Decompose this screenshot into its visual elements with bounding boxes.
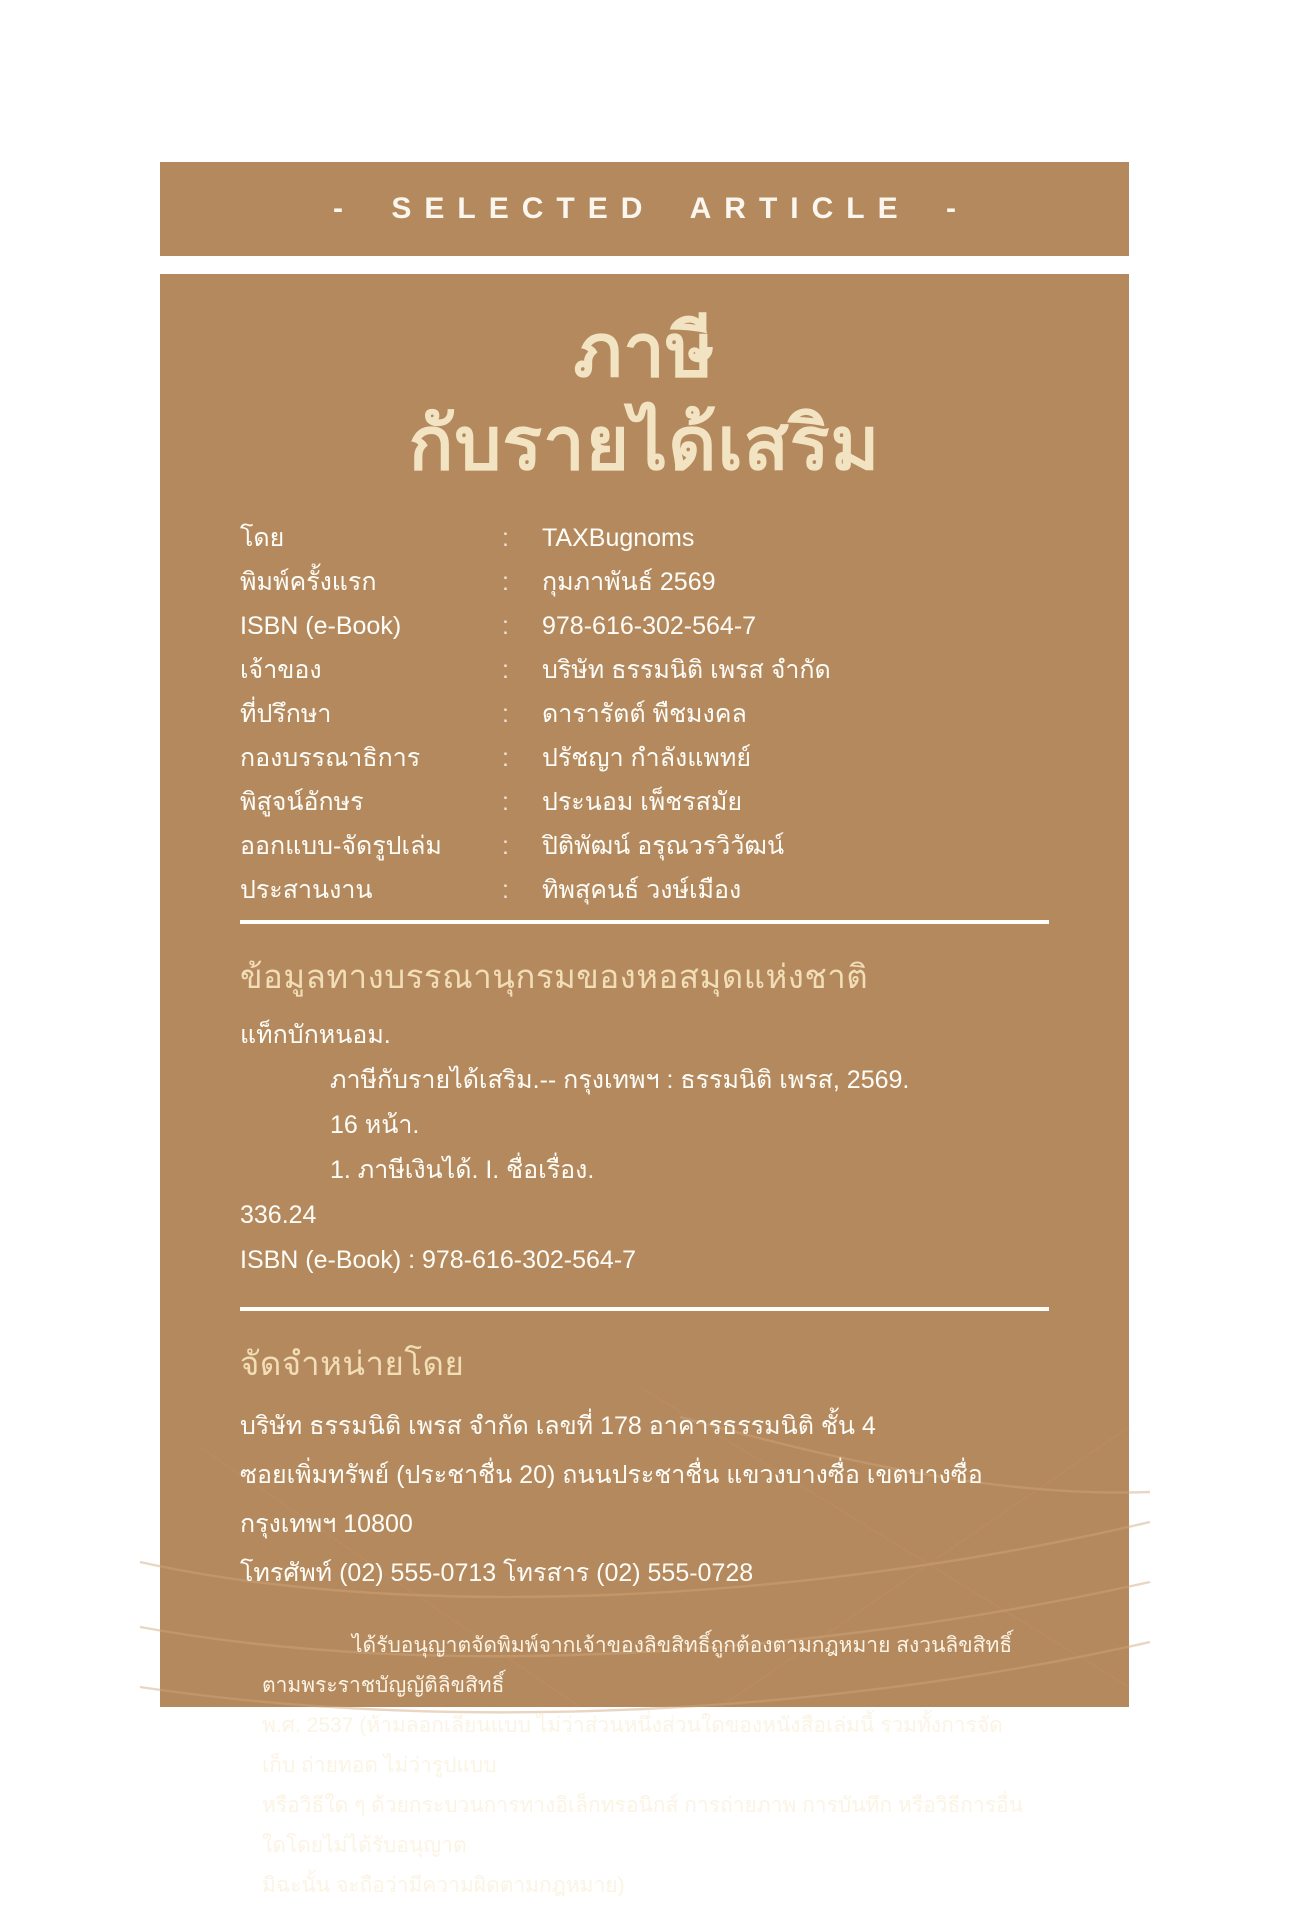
credit-value: ดารารัตต์ พืชมงคล — [542, 700, 747, 729]
credit-label: พิมพ์ครั้งแรก — [240, 568, 377, 597]
catalog-line: 336.24 — [240, 1201, 317, 1230]
credit-label: พิสูจน์อักษร — [240, 788, 364, 817]
credit-colon: : — [502, 876, 509, 905]
credit-label: โดย — [240, 524, 285, 553]
credit-colon: : — [502, 832, 509, 861]
credit-row — [240, 516, 1049, 560]
book-title — [240, 304, 1049, 490]
book-title-line1: ภาษี — [573, 309, 716, 392]
divider-line-2 — [240, 1307, 1049, 1311]
credit-colon: : — [502, 524, 509, 553]
distributor-address-block — [240, 1402, 1049, 1598]
credit-row — [240, 692, 1049, 736]
credit-label: ISBN (e-Book) — [240, 612, 402, 641]
book-title-line2: กับรายได้เสริม — [408, 402, 881, 486]
credit-row — [240, 780, 1049, 824]
credit-row — [240, 560, 1049, 604]
credit-colon: : — [502, 744, 509, 773]
credit-value: ทิพสุคนธ์ วงษ์เมือง — [542, 876, 742, 905]
library-section-heading: ข้อมูลทางบรรณานุกรมของหอสมุดแห่งชาติ — [240, 958, 869, 996]
copyright-notice-line: มิฉะนั้น จะถือว่ามีความผิดตามกฎหมาย) — [262, 1874, 625, 1898]
catalog-line: ISBN (e-Book) : 978-616-302-564-7 — [240, 1246, 637, 1275]
credit-label: ออกแบบ-จัดรูปเล่ม — [240, 832, 442, 861]
colophon-sheet — [160, 274, 1129, 1898]
address-line: โทรศัพท์ (02) 555-0713 โทรสาร (02) 555-0728 — [240, 1559, 754, 1588]
credit-value: 978-616-302-564-7 — [542, 612, 757, 641]
credit-label: ประสานงาน — [240, 876, 373, 905]
copyright-notice-line: พ.ศ. 2537 (ห้ามลอกเลียนแบบ ไม่ว่าส่วนหนึ่งส่วนใดของหนังสือเล่มนี้ รวมทั้งการจัดเก็บ ถ่ายทอด ไม่ว่ารูปแบบ — [262, 1714, 1003, 1778]
credit-label: ที่ปรึกษา — [240, 700, 332, 729]
selected-article-banner — [160, 162, 1129, 256]
credit-row — [240, 736, 1049, 780]
credit-colon: : — [502, 612, 509, 641]
sheet-content — [240, 304, 1049, 1906]
credit-value: ประนอม เพ็ชรสมัย — [542, 788, 743, 817]
credit-colon: : — [502, 788, 509, 817]
credit-value: บริษัท ธรรมนิติ เพรส จำกัด — [542, 656, 831, 685]
credit-colon: : — [502, 700, 509, 729]
credit-row — [240, 648, 1049, 692]
credit-label: กองบรรณาธิการ — [240, 744, 421, 773]
divider-line-1 — [240, 920, 1049, 924]
catalog-line: ภาษีกับรายได้เสริม.-- กรุงเทพฯ : ธรรมนิติ เพรส, 2569. — [330, 1066, 910, 1095]
copyright-notice-line: ได้รับอนุญาตจัดพิมพ์จากเจ้าของลิขสิทธิ์ถูกต้องตามกฎหมาย สงวนลิขสิทธิ์ตามพระราชบัญญัติลิขสิทธิ์ — [262, 1634, 1013, 1698]
banner-label: - SELECTED ARTICLE - — [333, 192, 969, 225]
copyright-notice-line: หรือวิธีใด ๆ ด้วยกระบวนการทางอิเล็กทรอนิกส์ การถ่ายภาพ การบันทึก หรือวิธีการอื่นใดโดยไม่ได้รับอนุญาต — [262, 1794, 1024, 1858]
library-catalog-block — [240, 1013, 1049, 1283]
credit-label: เจ้าของ — [240, 656, 322, 685]
credit-colon: : — [502, 568, 509, 597]
credit-row — [240, 868, 1049, 912]
catalog-line: แท็กบักหนอม. — [240, 1021, 391, 1050]
credits-list — [240, 516, 1049, 912]
credit-row — [240, 824, 1049, 868]
credit-value: ปรัชญา กำลังแพทย์ — [542, 744, 751, 773]
address-line: บริษัท ธรรมนิติ เพรส จำกัด เลขที่ 178 อาคารธรรมนิติ ชั้น 4 — [240, 1412, 876, 1441]
copyright-notice — [262, 1626, 1033, 1906]
credit-value: TAXBugnoms — [542, 524, 695, 553]
credit-colon: : — [502, 656, 509, 685]
catalog-line: 16 หน้า. — [330, 1111, 420, 1140]
credit-value: ปิติพัฒน์ อรุณวรวิวัฒน์ — [542, 832, 785, 861]
address-line: ซอยเพิ่มทรัพย์ (ประชาชื่น 20) ถนนประชาชื่น แขวงบางซื่อ เขตบางซื่อ กรุงเทพฯ 10800 — [240, 1461, 983, 1539]
catalog-line: 1. ภาษีเงินได้. I. ชื่อเรื่อง. — [330, 1156, 595, 1185]
credit-value: กุมภาพันธ์ 2569 — [542, 568, 716, 597]
credit-row — [240, 604, 1049, 648]
distribution-section-heading: จัดจำหน่ายโดย — [240, 1345, 465, 1383]
